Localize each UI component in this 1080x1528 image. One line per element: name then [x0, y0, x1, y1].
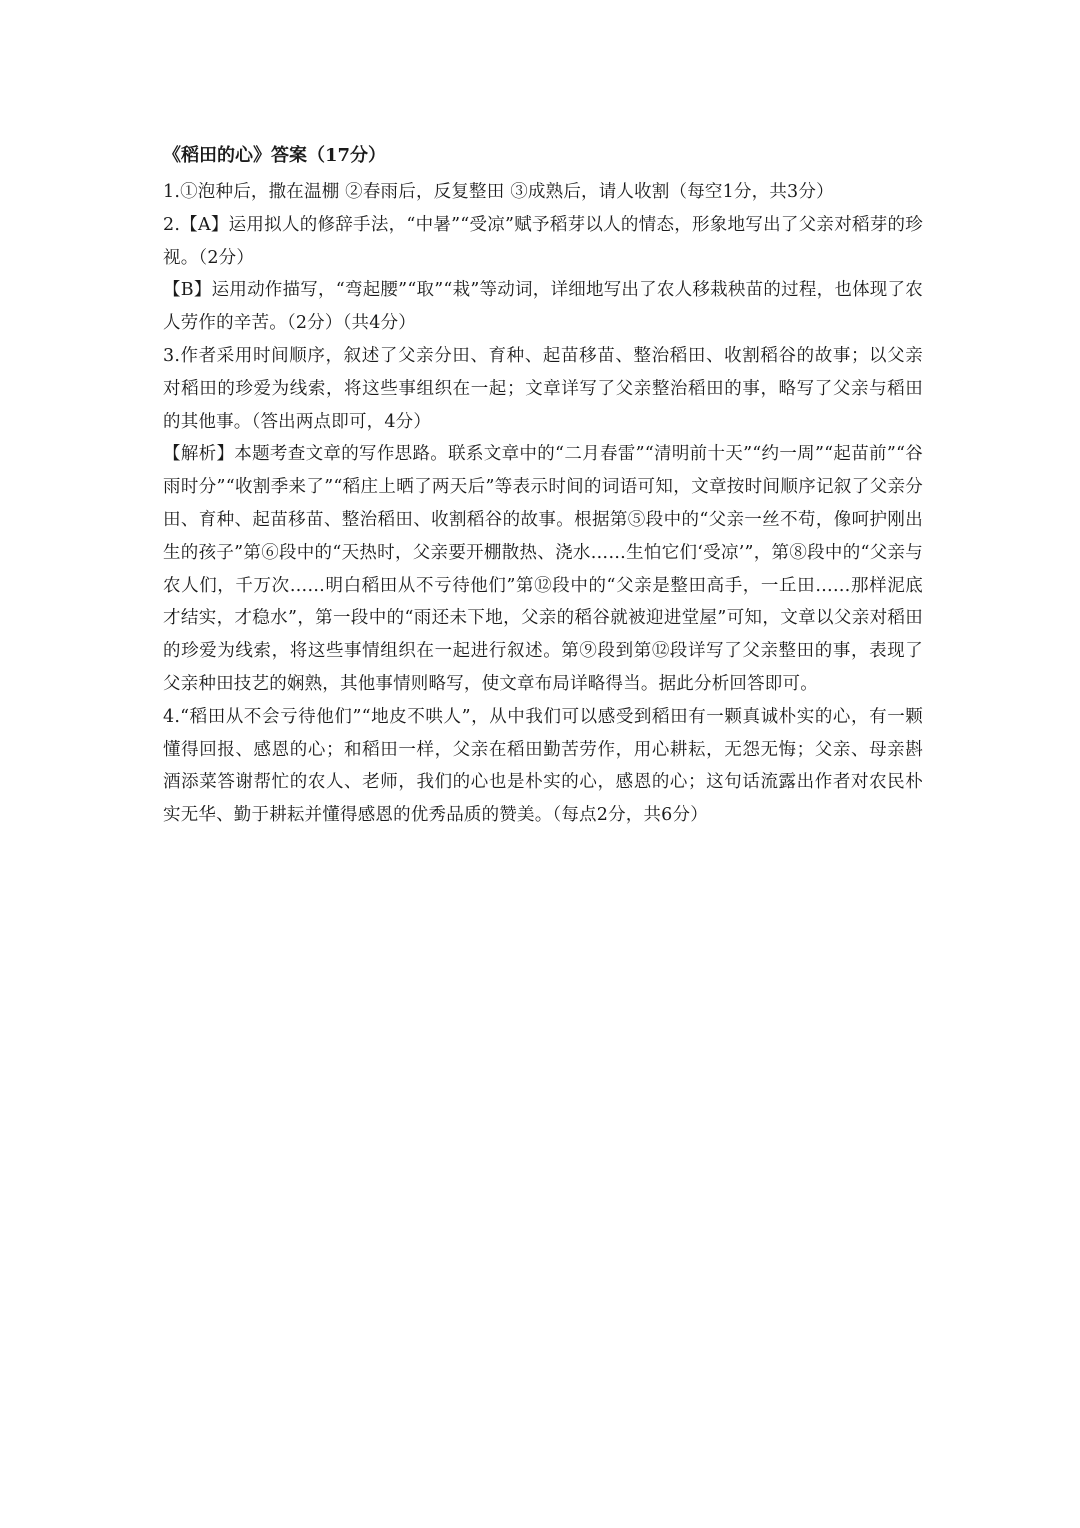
- answer-q4: 4.“稻田从不会亏待他们”“地皮不哄人”，从中我们可以感受到稻田有一颗真诚朴实的心，有一颗懂得回报、感恩的心；和稻田一样，父亲在稻田勤苦劳作，用心耕耘，无怨无悔；父亲、母亲斟酒添菜答谢帮忙的农人、老师，我们的心也是朴实的心，感恩的心；这句话流露出作者对农民朴实无华、勤于耕耘并懂得感恩的优秀品质的赞美。（每点2分，共6分）: [163, 706, 923, 826]
- answer-sheet: [163, 140, 923, 832]
- answer-q1: 1.①泡种后，撒在温棚 ②春雨后，反复整田 ③成熟后，请人收割（每空1分，共3分）: [163, 182, 834, 202]
- answer-q2-b: 【B】运用动作描写，“弯起腰”“取”“栽”等动词，详细地写出了农人移栽秧苗的过程，也体现了农人劳作的辛苦。（2分）（共4分）: [163, 280, 923, 334]
- document-title: 《稻田的心》答案（17分）: [163, 145, 387, 166]
- answer-q3: 3.作者采用时间顺序，叙述了父亲分田、育种、起苗移苗、整治稻田、收割稻谷的故事；以父亲对稻田的珍爱为线索，将这些事组织在一起；文章详写了父亲整治稻田的事，略写了父亲与稻田的其他事。（答出两点即可，4分）: [163, 345, 923, 432]
- answer-q3-analysis: 【解析】本题考查文章的写作思路。联系文章中的“二月春雷”“清明前十天”“约一周”“起苗前”“谷雨时分”“收割季来了”“稻庄上晒了两天后”等表示时间的词语可知，文章按时间顺序记叙了父亲分田、育种、起苗移苗、整治稻田、收割稻谷的故事。根据第⑤段中的“父亲一丝不苟，像呵护刚出生的孩子”第⑥段中的“天热时，父亲要开棚散热、浇水……生怕它们‘受凉’”，第⑧段中的“父亲与农人们，千万次……明白稻田从不亏待他们”第⑫段中的“父亲是整田高手，一丘田……那样泥底才结实，才稳水”，第一段中的“雨还未下地，父亲的稻谷就被迎进堂屋”可知，文章以父亲对稻田的珍爱为线索，将这些事情组织在一起进行叙述。第⑨段到第⑫段详写了父亲整田的事，表现了父亲种田技艺的娴熟，其他事情则略写，使文章布局详略得当。据此分析回答即可。: [163, 444, 923, 694]
- answer-q2-a: 2.【A】运用拟人的修辞手法，“中暑”“受凉”赋予稻芽以人的情态，形象地写出了父亲对稻芽的珍视。（2分）: [163, 214, 923, 268]
